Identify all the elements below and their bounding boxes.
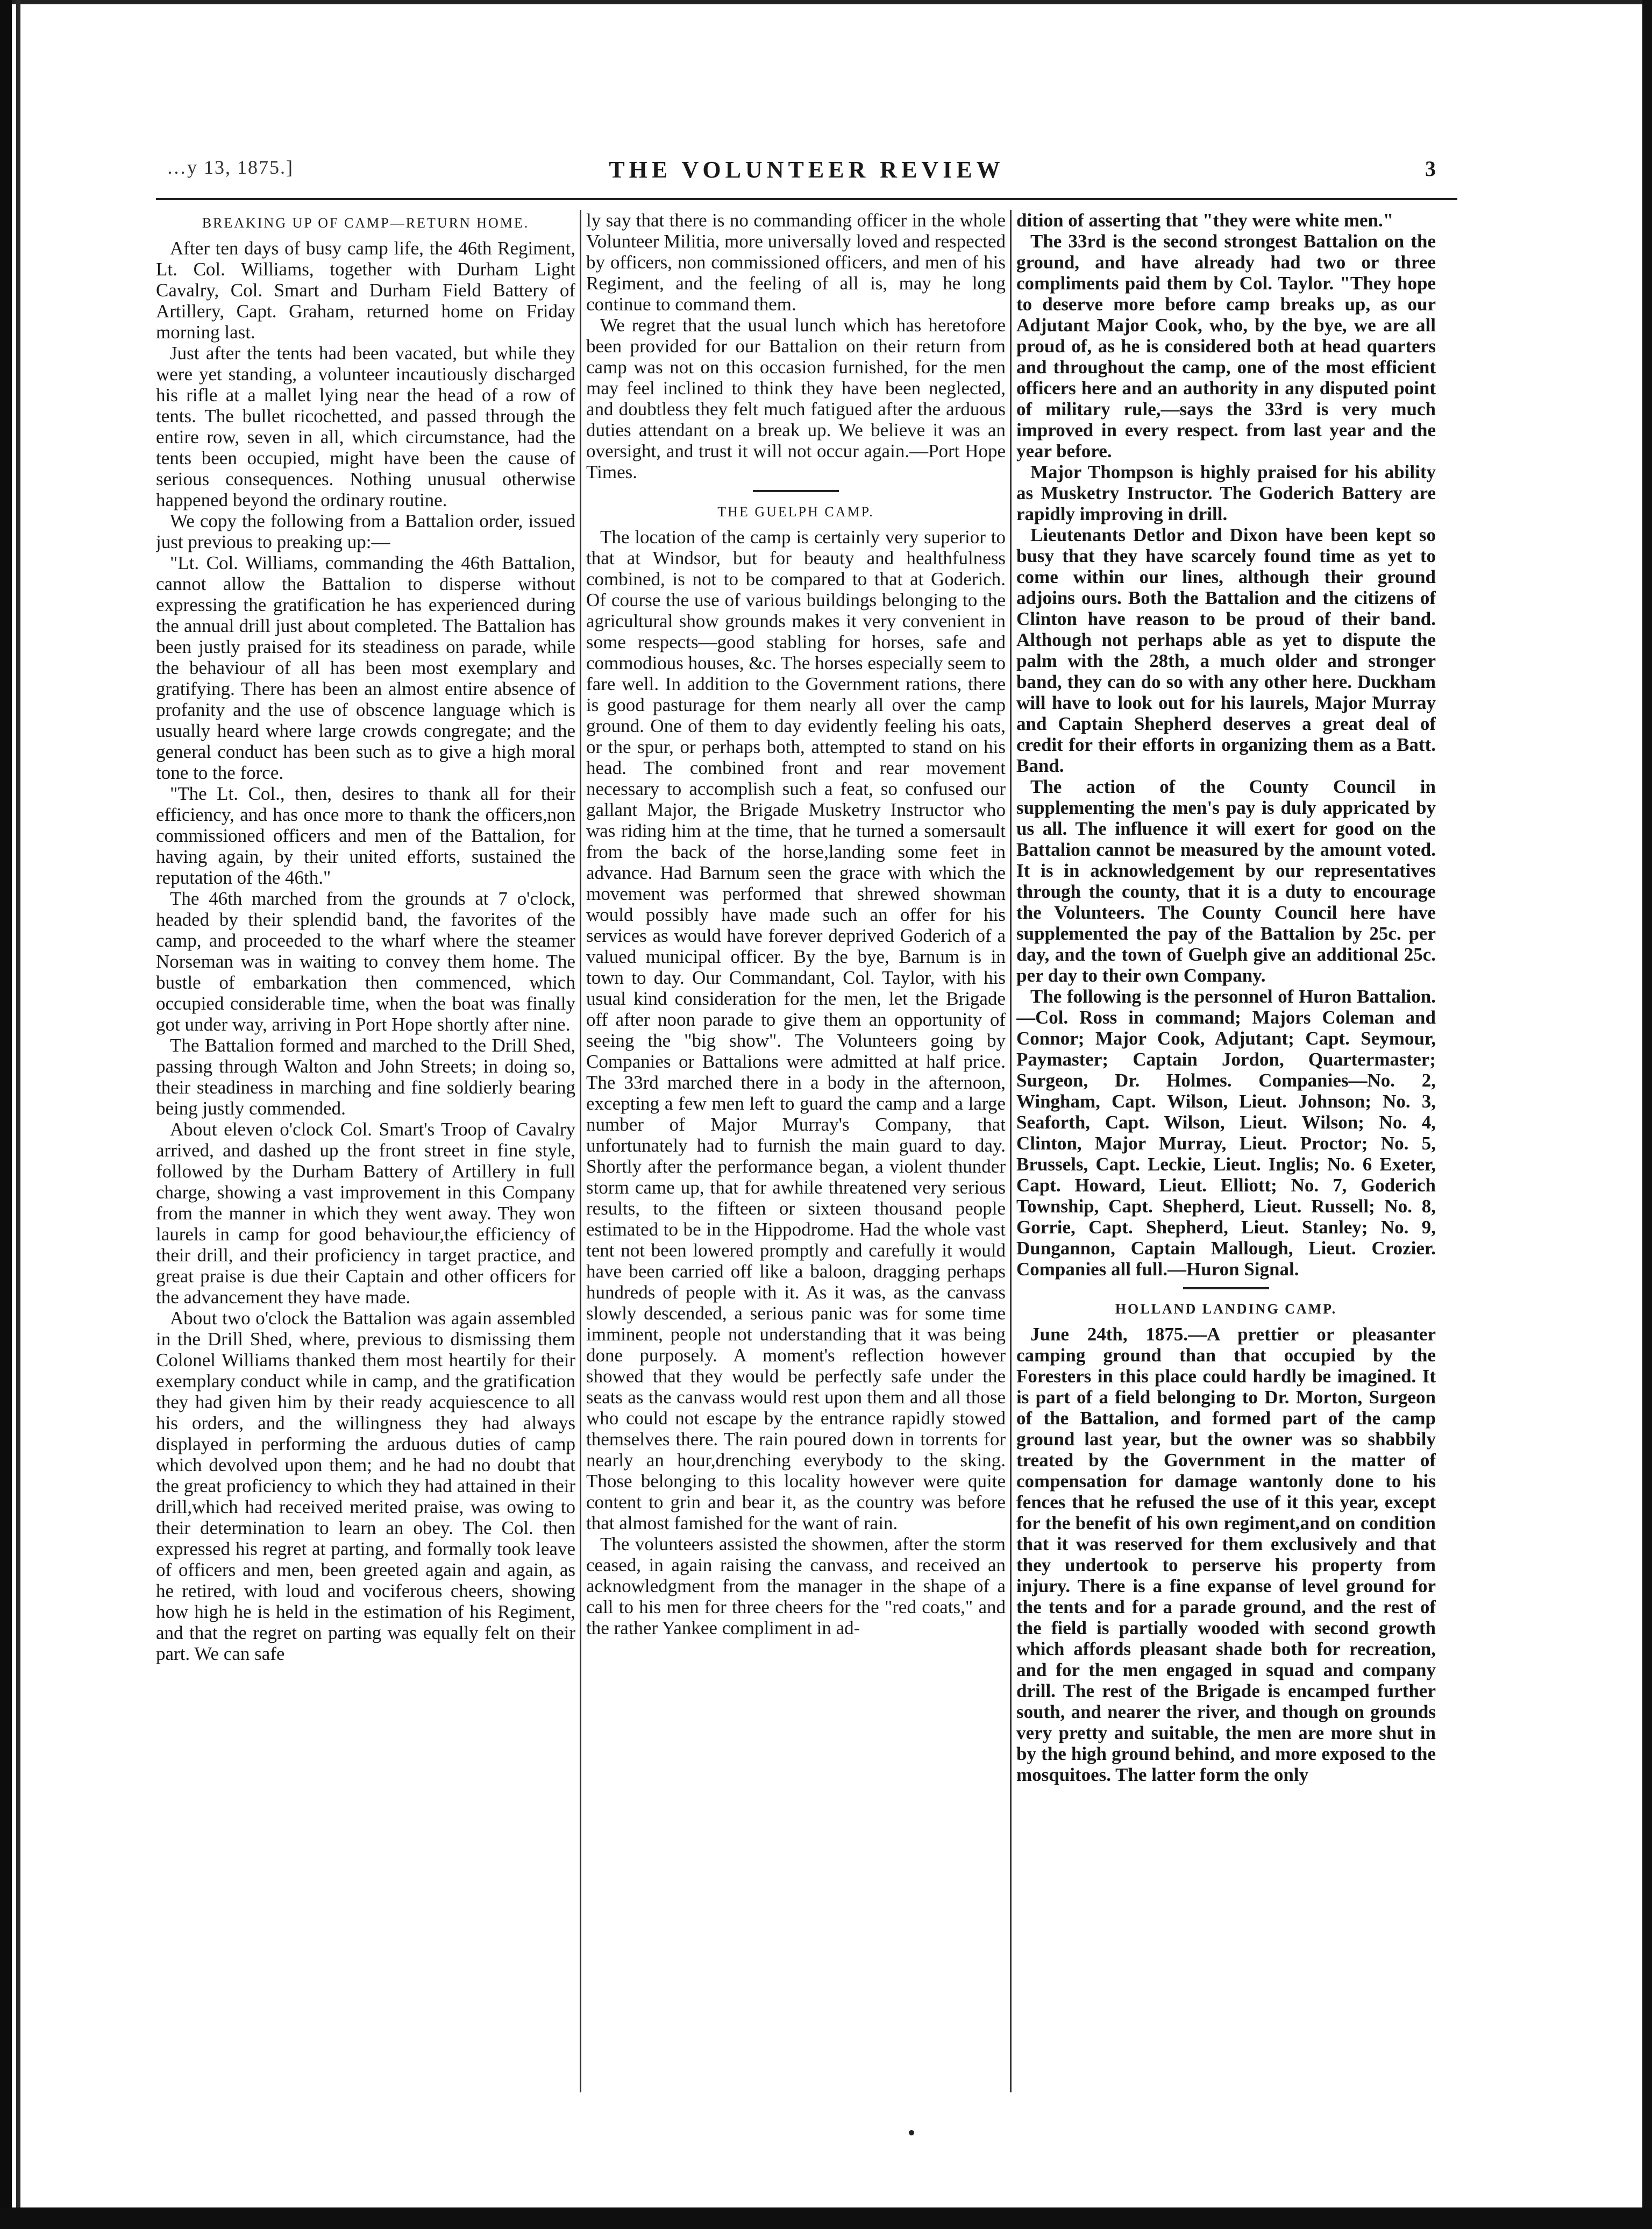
paragraph: We copy the following from a Battalion order, issued just previous to preaking up:— (156, 510, 575, 552)
article-title-breaking-up: BREAKING UP OF CAMP—RETURN HOME. (202, 215, 530, 231)
paragraph: dition of asserting that "they were white men." (1016, 210, 1394, 231)
ink-dot (909, 2130, 914, 2135)
scan-border-right (1642, 0, 1652, 2229)
masthead-title: THE VOLUNTEER REVIEW (609, 157, 1005, 183)
paragraph: The volunteers assisted the showmen, after the storm ceased, in again raising the canvass, and received an acknowledgment from the manager in the shape of a call to his men for three cheers for the "red coats," and the rather Yankee compliment in ad- (586, 1534, 1006, 1638)
scan-border-top (0, 0, 1652, 4)
article-title-holland-landing: HOLLAND LANDING CAMP. (1115, 1301, 1337, 1317)
header-rule (156, 198, 1457, 200)
paragraph: The location of the camp is certainly very superior to that at Windsor, but for beauty and healthfulness combined, is not to be compared to that at Goderich. Of course the use of various buildings belonging to the agricultural show grounds makes it very convenient in some respects—good stabling for horses, safe and commodious houses, &c. The horses especially seem to fare well. In addition to the Government rations, there is good pasturage for them nearly all over the camp ground. One of them to day evidently feeling his oats, or the spur, or perhaps both, attempted to stand on his head. The combined front and rear movement necessary to accomplish such a feat, so confused our gallant Major, the Brigade Musketry Instructor who was riding him at the time, that he turned a somersault from the back of the horse,landing some feet in advance. Had Barnum seen the grace with which the movement was performed that shrewed showman would possibly have made such an offer for his services as would have forever deprived Goderich of a valued municipal officer. By the bye, Barnum is in town to day. Our Commandant, Col. Taylor, with his usual kind consideration for the men, let the Brigade off after noon parade to give them an opportunity of seeing the "big show". The Volunteers going by Companies or Battalions were admitted at half price. The 33rd marched there in a body in the afternoon, excepting a few men left to guard the camp and a large number of Major Murray's Company, that unfortunately had to furnish the main guard to day. Shortly after the performance began, a violent thunder storm came up, that for awhile threatened very serious results, to the fifteen or sixteen thousand people estimated to be in the Hippodrome. Had the whole vast tent not been lowered promptly and carefully it would have been carried off like a baloon, dragging perhaps hundreds of people with it. As it was, as the canvass slowly descended, a serious panic was for some time imminent, people not understanding that it was being done purposely. A moment's reflection however showed that they would be perfectly safe under the seats as the canvass would rest upon them and all those who could not escape by the entrance rapidly stowed themselves there. The rain poured down in torrents for nearly an hour,drenching everybody to the sking. Those belonging to this locality however were quite content to grin and bear it, as the country was before that almost famished for the want of rain. (586, 527, 1006, 1534)
header-date: …y 13, 1875.] (167, 157, 294, 178)
paragraph: About two o'clock the Battalion was again assembled in the Drill Shed, where, previous to dismissing them Colonel Williams thanked them most heartily for their exemplary conduct while in camp, and the gratification they had given him by their ready acquiescence to all his orders, and the willingness they had always displayed in performing the arduous duties of camp which devolved upon them; and he had no doubt that the great proficiency to which they had attained in their drill,which had received merited praise, was owing to their determination to learn an obey. The Col. then expressed his regret at parting, and formally took leave of officers and men, been greeted again and again, as he retired, with loud and vociferous cheers, showing how high he is held in the estimation of his Regiment, and that the regret on parting was equally felt on their part. We can safe (156, 1308, 575, 1664)
paragraph: June 24th, 1875.—A prettier or pleasanter camping ground than that occupied by the Foresters in this place could hardly be imagined. It is part of a field belonging to Dr. Morton, Surgeon of the Battalion, and formed part of the camp ground last year, but the owner was so shabbily treated by the Government in the matter of compensation for damage wantonly done to his fences that he refused the use of it this year, except for the benefit of his own regiment,and on condition that it was reserved for them exclusively and that they undertook to perserve his property from injury. There is a fine expanse of level ground for the tents and for a parade ground, and the rest of the field is partially wooded with second growth which affords pleasant shade both for recreation, and for the men engaged in squad and company drill. The rest of the Brigade is encamped further south, and nearer the river, and though on grounds very pretty and suitable, the men are more shut in by the high ground behind, and more exposed to the mosquitoes. The latter form the only (1016, 1324, 1436, 1785)
paragraph: The following is the personnel of Huron Battalion.—Col. Ross in command; Majors Coleman and Connor; Major Cook, Adjutant; Capt. Seymour, Paymaster; Captain Jordon, Quartermaster; Surgeon, Dr. Holmes. Companies—No. 2, Wingham, Capt. Wilson, Lieut. Johnson; No. 3, Seaforth, Capt. Wilson, Lieut. Wilson; No. 4, Clinton, Major Murray, Lieut. Proctor; No. 5, Brussels, Capt. Leckie, Lieut. Inglis; No. 6 Exeter, Capt. Howard, Lieut. Elliott; No. 7, Goderich Township, Capt. Shepherd, Lieut. Russell; No. 8, Gorrie, Capt. Shepherd, Lieut. Stanley; No. 9, Dungannon, Captain Mallough, Lieut. Crozier. Companies all full.—Huron Signal. (1016, 986, 1436, 1280)
scan-border-left (0, 0, 12, 2229)
column-divider-2 (1010, 210, 1012, 2092)
page-header (156, 156, 1457, 188)
paragraph: "Lt. Col. Williams, commanding the 46th Battalion, cannot allow the Battalion to disperse without expressing the gratification he has experienced during the annual drill just about completed. The Battalion has been justly praised for its steadiness on parade, while the behaviour of all has been most exemplary and gratifying. There has been an almost entire absence of profanity and the use of obscence language which is usually heard where large crowds congregate; and the general conduct has been such as to give a high moral tone to the force. (156, 552, 575, 783)
paragraph: The 46th marched from the grounds at 7 o'clock, headed by their splendid band, the favorites of the camp, and proceeded to the wharf where the steamer Norseman was in waiting to convey them home. The bustle of embarkation then commenced, which occupied considerable time, when the boat was finally got under way, arriving in Port Hope shortly after nine. (156, 888, 575, 1035)
scan-border-left-inner (16, 0, 20, 2229)
paragraph: The action of the County Council in supplementing the men's pay is duly appricated by us all. The influence it will exert for good on the Battalion cannot be measured by the amount voted. It is in acknowledgement by our representatives through the county, that it is a duty to encourage the Volunteers. The County Council here have supplemented the pay of the Battalion by 25c. per day, and the town of Guelph give an additional 25c. per day to their own Company. (1016, 776, 1436, 986)
paragraph: Major Thompson is highly praised for his ability as Musketry Instructor. The Goderich Battery are rapidly improving in drill. (1016, 462, 1436, 524)
paragraph: After ten days of busy camp life, the 46th Regiment, Lt. Col. Williams, together with Durham Light Cavalry, Col. Smart and Durham Field Battery of Artillery, Capt. Graham, returned home on Friday morning last. (156, 238, 575, 343)
article-title-guelph-camp: THE GUELPH CAMP. (717, 504, 874, 520)
paragraph: The Battalion formed and marched to the Drill Shed, passing through Walton and John Streets; in doing so, their steadiness in marching and fine soldierly bearing being justly commended. (156, 1035, 575, 1119)
scan-border-bottom (0, 2207, 1652, 2229)
paragraph: ly say that there is no commanding officer in the whole Volunteer Militia, more universally loved and respected by officers, non commissioned officers, and men of his Regiment, and the feeling of all is, may he long continue to command them. (586, 210, 1006, 315)
paragraph: Lieutenants Detlor and Dixon have been kept so busy that they have scarcely found time as yet to come within our lines, although their ground adjoins ours. Both the Battalion and the citizens of Clinton have reason to be proud of their band. Although not perhaps able as yet to dispute the palm with the 28th, a much older and stronger band, they can do so with any other here. Duckham will have to look out for his laurels, Major Murray and Captain Shepherd deserves a great deal of credit for their efforts in organizing them as a Batt. Band. (1016, 524, 1436, 776)
newspaper-page (156, 140, 1457, 2162)
paragraph: About eleven o'clock Col. Smart's Troop of Cavalry arrived, and dashed up the front street in fine style, followed by the Durham Battery of Artillery in full charge, showing a vast improvement in this Company from the manner in which they went away. They won laurels in camp for good behaviour,the efficiency of their drill, and their proficiency in target practice, and great praise is due their Captain and other officers for the advancement they have made. (156, 1119, 575, 1308)
paragraph: We regret that the usual lunch which has heretofore been provided for our Battalion on their return from camp was not on this occasion furnished, for the men may feel inclined to think they have been neglected, and doubtless they felt much fatigued after the arduous duties attendant on a break up. We believe it was an oversight, and trust it will not occur again.—Port Hope Times. (586, 315, 1006, 482)
paragraph: Just after the tents had been vacated, but while they were yet standing, a volunteer incautiously discharged his rifle at a mallet lying near the head of a row of tents. The bullet ricochetted, and passed through the entire row, seven in all, which circumstance, had the tents been occupied, might have been the cause of serious consequences. Nothing unusual otherwise happened beyond the ordinary routine. (156, 343, 575, 510)
page-number: 3 (1425, 157, 1436, 181)
paragraph: "The Lt. Col., then, desires to thank all for their efficiency, and has once more to thank the officers,non commissioned officers and men of the Battalion, for having again, by their united efforts, sustained the reputation of the 46th." (156, 783, 575, 888)
column-3 (1016, 210, 1436, 2125)
column-divider-1 (580, 210, 581, 2092)
section-rule (753, 490, 839, 492)
paragraph: The 33rd is the second strongest Battalion on the ground, and have already had two or three compliments paid them by Col. Taylor. "They hope to deserve more before camp breaks up, as our Adjutant Major Cook, who, by the bye, we are all proud of, as he is considered both at head quarters and throughout the camp, one of the most efficient officers here and an authority in any disputed point of military rule,—says the 33rd is very much improved in every respect. from last year and the year before. (1016, 231, 1436, 462)
section-rule (1183, 1287, 1269, 1289)
column-2 (586, 210, 1006, 2125)
column-1 (156, 210, 575, 2125)
